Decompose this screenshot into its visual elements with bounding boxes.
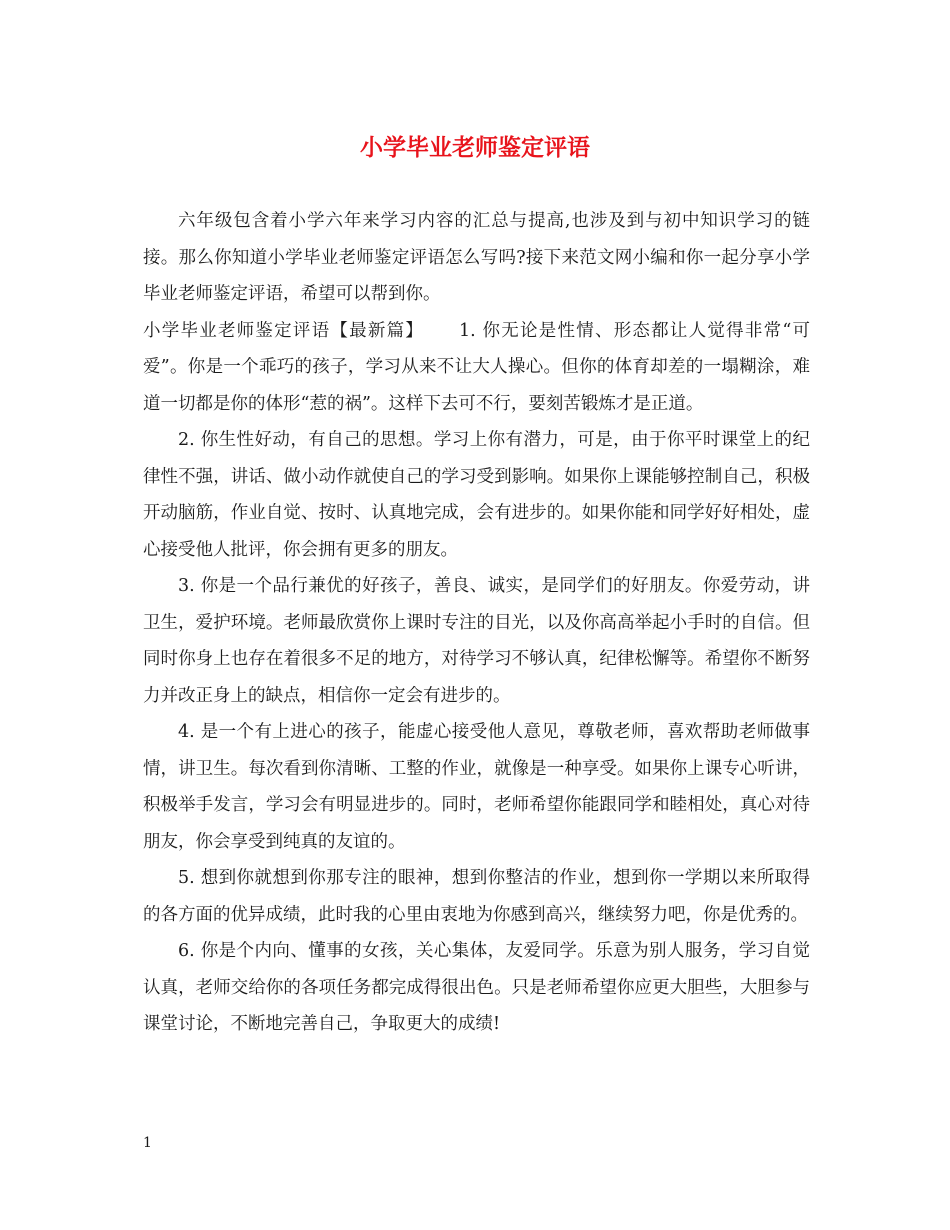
- comment-item-6: 6. 你是个内向、懂事的女孩，关心集体，友爱同学。乐意为别人服务，学习自觉认真，老师交给你的各项任务都完成得很出色。只是老师希望你应更大胆些，大胆参与课堂讨论，不断地完善自己，争取更大的成绩!: [143, 941, 810, 1034]
- comment-item-5: 5. 想到你就想到你那专注的眼神，想到你整洁的作业，想到你一学期以来所取得的各方面的优异成绩，此时我的心里由衷地为你感到高兴，继续努力吧，你是优秀的。: [143, 868, 810, 925]
- heading-gap: [424, 321, 459, 341]
- comment-item-2: 2. 你生性好动，有自己的思想。学习上你有潜力，可是，由于你平时课堂上的纪律性不强，讲话、做小动作就使自己的学习受到影响。如果你上课能够控制自己，积极开动脑筋，作业自觉、按时、认真地完成，会有进步的。如果你能和同学好好相处，虚心接受他人批评，你会拥有更多的朋友。: [143, 430, 810, 560]
- page-title: 小学毕业老师鉴定评语: [360, 134, 590, 161]
- page-number: 1: [143, 1135, 152, 1151]
- comment-item-4: 4. 是一个有上进心的孩子，能虚心接受他人意见，尊敬老师，喜欢帮助老师做事情，讲卫生。每次看到你清晰、工整的作业，就像是一种享受。如果你上课专心听讲，积极举手发言，学习会有明显进步的。同时，老师希望你能跟同学和睦相处，真心对待朋友，你会享受到纯真的友谊的。: [143, 722, 810, 852]
- document-body: [143, 203, 810, 1043]
- section-heading: 小学毕业老师鉴定评语【最新篇】: [143, 320, 425, 341]
- section-paragraph: [143, 313, 810, 423]
- comment-item-1: 1. 你无论是性情、形态都让人觉得非常“可爱”。你是一个乖巧的孩子，学习从来不让大人操心。但你的体育却差的一塌糊涂，难道一切都是你的体形“惹的祸”。这样下去可不行，要刻苦锻炼才是正道。: [143, 320, 810, 414]
- comment-item-3: 3. 你是一个品行兼优的好孩子，善良、诚实，是同学们的好朋友。你爱劳动，讲卫生，爱护环境。老师最欣赏你上课时专注的目光，以及你高高举起小手时的自信。但同时你身上也存在着很多不足的地方，对待学习不够认真，纪律松懈等。希望你不断努力并改正身上的缺点，相信你一定会有进步的。: [143, 576, 810, 706]
- intro-paragraph: 六年级包含着小学六年来学习内容的汇总与提高,也涉及到与初中知识学习的链接。那么你知道小学毕业老师鉴定评语怎么写吗?接下来范文网小编和你一起分享小学毕业老师鉴定评语，希望可以帮到你。: [143, 211, 810, 304]
